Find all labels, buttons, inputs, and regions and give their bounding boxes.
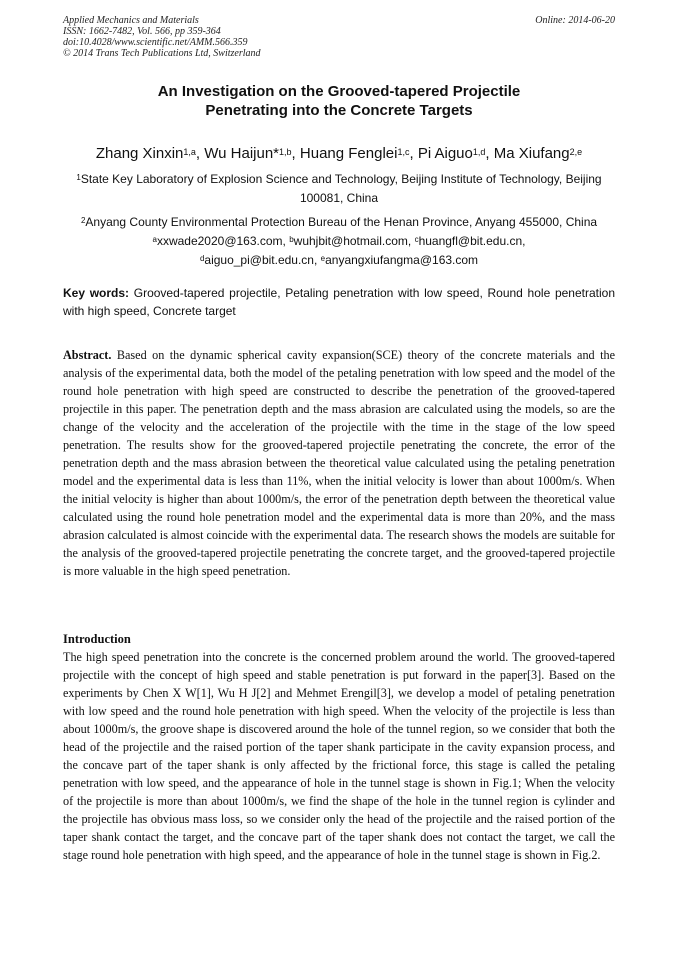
email[interactable]: $^c$huangfl@bit.edu.cn [414,234,523,248]
journal-name: Applied Mechanics and Materials [63,15,199,26]
paper-title [60,82,618,120]
introduction-heading: Introduction [63,632,131,646]
keywords [63,284,615,320]
author: Pi Aiguo$^{1,d}$, [417,145,494,162]
journal-header [63,15,615,59]
author: Ma Xiufang$^{2,e}$ [493,145,583,162]
author: Wu Haijun*$^{1,b}$, [204,145,300,162]
issn-line: ISSN: 1662-7482, Vol. 566, pp 359-364 [63,26,221,37]
title-line-2: Penetrating into the Concrete Targets [205,102,473,119]
email[interactable]: $^d$aiguo_pi@bit.edu.cn [199,253,314,267]
email-line-1: $^a$xxwade2020@163.com, $^b$wuhjbit@hotmail.com, $^c$huangfl@bit.edu.cn, [152,234,526,248]
title-line-1: An Investigation on the Grooved-tapered Projectile [157,83,521,100]
abstract-label: Abstract. [63,348,112,362]
online-date: Online: 2014-06-20 [535,15,615,26]
keywords-label: Key words: [63,286,130,300]
author-list [40,144,638,164]
affiliation-2: $^2$Anyang County Environmental Protection Bureau of the Henan Province, Anyang 455000, China $^a$xxwade2020@163.com, $^b$wuhjbit@hotmail.com, $^c$huangfl@bit.edu.cn, $^d$aiguo_pi@bit.edu.cn, $^e$anyangxiufangma@163.com [63,213,615,270]
author: Huang Fenglei$^{1,c}$, [299,145,418,162]
author: Zhang Xinxin$^{1,a}$, [95,145,205,162]
keywords-text: Grooved-tapered projectile, Petaling penetration with low speed, Round hole penetration with high speed, Concrete target [63,286,615,318]
copyright-line: © 2014 Trans Tech Publications Ltd, Switzerland [63,48,261,59]
introduction-text: The high speed penetration into the concrete is the concerned problem around the world. The grooved-tapered projectile with the concept of high speed and stable penetration is put forward in the paper[3]. Based on the experiments by Chen X W[1], Wu H J[2] and Mehmet Erengil[3], we develop a model of petaling penetration with low speed and the round hole penetration with high speed. When the velocity of the projectile is less than about 1000m/s, the groove shape is discovered around the hole of the tunnel region, so we consider that both the head of the projectile and the raised portion of the taper shank participate in the cavity expansion process, and the concave part of the taper shank is only affected by the frictional force, this stage is called the petaling penetration with low speed, and the appearance of hole in the tunnel stage is shown in Fig.1; When the velocity of the projectile is more than about 1000m/s, we find the shape of the hole in the tunnel region is cylinder and the projectile has obvious mass loss, so we consider only the head of the projectile and the raised portion of the taper shank contact the target, and the concave part of the taper shank does not contact the target, we call the stage round hole penetration with high speed, and the appearance of hole in the tunnel stage is shown in Fig.2. [63,650,615,862]
email[interactable]: $^e$anyangxiufangma@163.com [320,253,479,267]
affiliation-1: $^1$State Key Laboratory of Explosion Science and Technology, Beijing Institute of Technology, Beijing 100081, China [76,172,602,205]
abstract-text: Based on the dynamic spherical cavity expansion(SCE) theory of the concrete materials and the analysis of the experimental data, both the model of the petaling penetration with low speed and the model of the round hole penetration with high speed are constructed to describe the penetration of the grooved-tapered projectile in this paper. The penetration depth and the mass abrasion are calculated using the models, so are the change of the velocity and the acceleration of the projectile with the time in the stage of the low speed penetration. The results show for the grooved-tapered projectile penetrating the concrete, the error of the penetration depth and the mass abrasion between the theoretical value calculated using the petaling penetration model and the experimental data is less than 11%, when the initial velocity is lower than about 1000m/s. When the initial velocity is higher than about 1000m/s, the error of the penetration depth between the theoretical value calculated using the round hole penetration model and the experimental data is more than 20%, and the mass abrasion calculated is almost coincide with the experimental data. The research shows the models are suitable for the analysis of the grooved-tapered projectile penetrating the concrete target, and the grooved-tapered projectile is more valuable in the high speed penetration. [63,348,615,578]
email[interactable]: $^b$wuhjbit@hotmail.com [289,234,408,248]
email-line-2: $^d$aiguo_pi@bit.edu.cn, $^e$anyangxiufangma@163.com [199,253,479,267]
abstract [63,346,615,580]
email[interactable]: $^a$xxwade2020@163.com [152,234,283,248]
doi-line: doi:10.4028/www.scientific.net/AMM.566.359 [63,37,248,48]
